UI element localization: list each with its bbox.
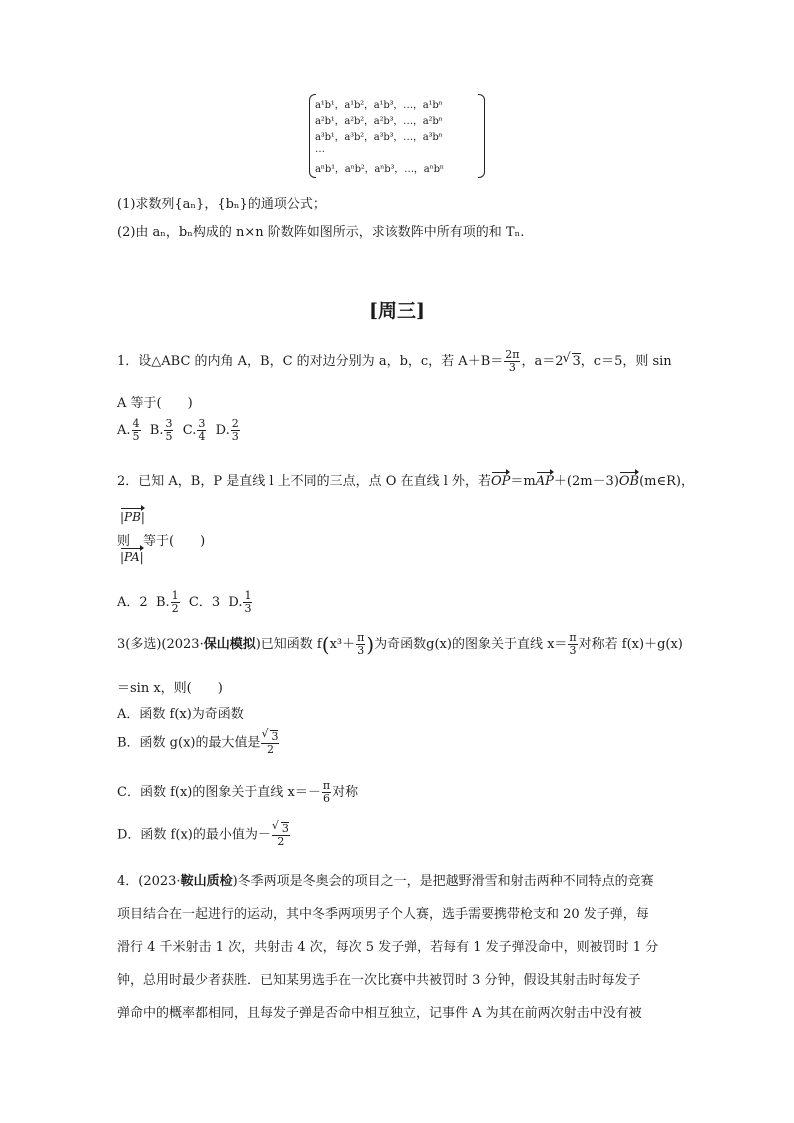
q1-text-pre: 1．设△ABC 的内角 A，B，C 的对边分别为 a，b，c，若 A＋B＝ <box>117 354 504 369</box>
option-label: B. <box>149 423 164 438</box>
q2-ratio-den <box>120 550 144 564</box>
question-3-line-2: ＝sin x，则( ) <box>117 681 223 696</box>
option-fraction <box>243 590 252 615</box>
frac-den: 4 <box>198 430 206 443</box>
right-parenthesis <box>478 94 485 178</box>
q4-line1-rest: )冬季两项是冬奥会的项目之一，是把越野滑雪和射击两种不同特点的竞赛 <box>232 874 654 889</box>
option-label: B. <box>155 595 170 610</box>
q3-x-fraction <box>568 632 577 657</box>
q3-option-a: A．函数 f(x)为奇函数 <box>117 707 244 722</box>
frac-num: 1 <box>244 589 252 602</box>
question-2-line-2: 则 等于( ) <box>117 534 206 549</box>
q2-option-d <box>228 589 253 615</box>
frac-den: 2 <box>266 743 274 756</box>
q1-frac-num: 2π <box>505 348 520 361</box>
frac-num: π <box>569 631 577 644</box>
matrix-row: a³b¹，a³b²，a³b³，…，a³bⁿ <box>315 132 443 143</box>
vector-pb-abs: |PB| <box>120 510 145 524</box>
frac-num <box>272 822 290 836</box>
option-text: B．函数 g(x)的最大值是 <box>117 735 261 751</box>
option-fraction <box>261 730 279 756</box>
q3-option-d <box>117 822 291 848</box>
option-fraction <box>132 418 141 443</box>
q1-text-post: ，c＝5，则 sin <box>580 354 672 369</box>
frac-den: 6 <box>322 792 330 805</box>
problem-part-2: (2)由 aₙ，bₙ构成的 n×n 阶数阵如图所示，求该数阵中所有项的和 Tₙ. <box>117 225 525 240</box>
frac-den: 3 <box>569 644 577 657</box>
q2-text-pre: 2．已知 A，B，P 是直线 l 上不同的三点，点 O 在直线 l 外，若 <box>117 474 491 489</box>
number-matrix <box>309 94 485 178</box>
q1-fraction <box>504 349 520 374</box>
q1-frac-den: 3 <box>508 361 516 374</box>
frac-num <box>261 730 279 744</box>
q2-ratio-fraction <box>120 510 145 524</box>
question-3-line-1 <box>117 632 683 657</box>
option-fraction <box>197 418 206 443</box>
q1-option-c <box>182 417 208 443</box>
q3-pre-func: )已知函数 f <box>255 637 322 652</box>
q1-text-mid: ，a＝2 <box>521 354 564 369</box>
question-4-line-4: 钟，总用时最少者获胜．已知某男选手在一次比赛中共被罚时 3 分钟，假设其射击时每发子 <box>117 973 641 988</box>
frac-den: 5 <box>165 430 173 443</box>
sqrt: √ 3 <box>281 822 289 835</box>
option-fraction <box>171 590 180 615</box>
option-label: D. <box>228 595 243 610</box>
question-2-line-1 <box>117 470 694 489</box>
matrix-row: … <box>315 144 325 155</box>
matrix-row: a²b¹，a²b²，a²b³，…，a²bⁿ <box>315 116 443 127</box>
q3-arg-fraction <box>356 632 365 657</box>
frac-num: π <box>357 631 365 644</box>
frac-num: 4 <box>132 417 140 430</box>
q1-option-a <box>117 417 142 443</box>
question-1-options <box>117 418 241 443</box>
left-paren: ( <box>321 632 330 657</box>
q4-prefix: 4．(2023· <box>117 874 181 889</box>
frac-den: 2 <box>277 835 285 848</box>
option-text: C．函数 f(x)的图象关于直线 x＝－ <box>117 785 321 800</box>
frac-num: 2 <box>231 417 239 430</box>
option-label: C. <box>182 423 197 438</box>
question-4-line-3: 滑行 4 千米射击 1 次，共射击 4 次，每次 5 发子弹，若每有 1 发子弹没命中，则被罚时 1 分 <box>117 940 659 955</box>
vector-ap: AP <box>535 474 554 489</box>
question-1-line-2: A 等于( ) <box>117 396 193 411</box>
sqrt: √ 3 <box>270 730 278 743</box>
q2-option-b <box>155 589 181 615</box>
q1-option-b <box>149 417 175 443</box>
option-label: A. <box>117 423 131 438</box>
q3-arg: x³＋ <box>329 637 356 652</box>
frac-den: 5 <box>132 430 140 443</box>
q2-eq-2: ＋(2m－3) <box>553 474 619 489</box>
q2-option-a: A．2 <box>117 595 148 610</box>
option-fraction <box>322 780 331 805</box>
q2-option-c: C．3 <box>188 595 221 610</box>
q3-mid: 为奇函数g(x)的图象关于直线 x＝ <box>374 637 568 652</box>
section-title: [周三] <box>369 300 425 322</box>
frac-num: π <box>322 779 331 792</box>
q3-prefix: 3(多选)(2023· <box>117 637 204 652</box>
problem-part-1: (1)求数列{aₙ}，{bₙ}的通项公式； <box>117 197 326 212</box>
option-text: D．函数 f(x)的最小值为－ <box>117 827 271 843</box>
question-4-line-2: 项目结合在一起进行的运动，其中冬季两项男子个人赛，选手需要携带枪支和 20 发子弹，每 <box>117 907 649 922</box>
q4-source: 鞍山质检 <box>180 874 233 889</box>
vector-ob: OB <box>618 474 640 489</box>
option-fraction <box>231 418 240 443</box>
frac-den: 2 <box>171 602 179 615</box>
option-label: D. <box>215 423 230 438</box>
q1-option-d <box>215 417 241 443</box>
option-fraction <box>164 418 173 443</box>
question-1-line-1 <box>117 349 672 374</box>
vector-pa-abs: |PA| <box>120 550 144 564</box>
q3-post: 对称若 f(x)＋g(x) <box>578 637 683 652</box>
question-4-line-1 <box>117 870 654 889</box>
frac-den: 3 <box>357 644 365 657</box>
frac-num: 1 <box>171 589 179 602</box>
option-text-post: 对称 <box>332 785 359 800</box>
q3-option-c <box>117 780 358 805</box>
right-paren: ) <box>366 632 375 657</box>
frac-num: 3 <box>165 417 173 430</box>
matrix-row: a¹b¹，a¹b²，a¹b³，…，a¹bⁿ <box>315 100 443 111</box>
vector-op: OP <box>491 474 511 489</box>
q3-source: 保山模拟 <box>203 637 256 652</box>
q3-option-b <box>117 730 280 756</box>
q2-ratio-num <box>120 510 145 524</box>
frac-den: 3 <box>244 602 252 615</box>
option-fraction <box>272 822 290 848</box>
q2-eq-1: ＝m <box>510 474 536 489</box>
question-2-options <box>117 590 253 615</box>
q2-eq-3: (m∈R)， <box>639 474 694 489</box>
frac-den: 3 <box>231 430 239 443</box>
q1-sqrt: √ 3 <box>572 353 581 369</box>
question-4-line-5: 弹命中的概率都相同，且每发子弹是否命中相互独立，记事件 A 为其在前两次射击中没有被 <box>117 1006 642 1021</box>
matrix-row: aⁿb¹，aⁿb²，aⁿb³，…，aⁿbⁿ <box>315 164 444 175</box>
frac-num: 3 <box>198 417 206 430</box>
